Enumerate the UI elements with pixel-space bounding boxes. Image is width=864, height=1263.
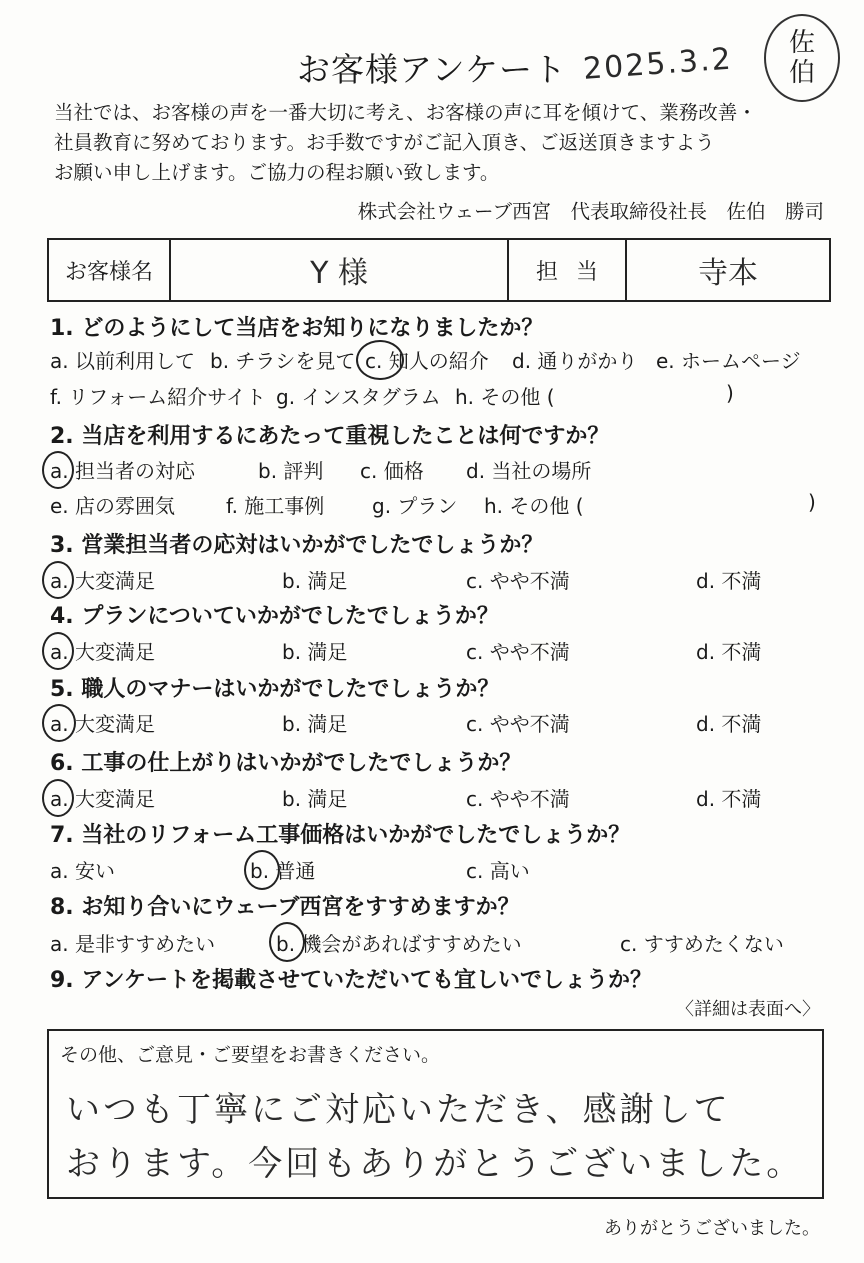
q3-option-c[interactable]: c. やや不満	[466, 569, 570, 593]
q4-option-c[interactable]: c. やや不満	[466, 640, 570, 664]
question-6: 6. 工事の仕上がりはいかがでしたでしょうか？	[50, 751, 522, 776]
q1-option-c[interactable]: c. 知人の紹介	[365, 349, 489, 373]
q2-option-b[interactable]: b. 評判	[258, 459, 324, 483]
q1-option-h-close: )	[726, 381, 734, 405]
question-3: 3. 営業担当者の応対はいかがでしたでしょうか？	[50, 533, 544, 558]
comment-label: その他、ご意見・ご要望をお書きください。	[60, 1044, 441, 1066]
q9-note: 〈詳細は表面へ〉	[676, 999, 820, 1020]
intro-text	[54, 98, 844, 188]
thank-you-footer: ありがとうございました。	[604, 1218, 820, 1239]
q3-option-b[interactable]: b. 満足	[282, 569, 348, 593]
staff-value[interactable]: 寺本	[698, 256, 758, 291]
q6-option-d[interactable]: d. 不満	[696, 787, 762, 811]
question-8: 8. お知り合いにウェーブ西宮をすすめますか？	[50, 895, 520, 920]
q2-option-h[interactable]: h. その他 (	[484, 494, 584, 518]
q1-option-b[interactable]: b. チラシを見て	[210, 349, 356, 373]
q1-option-e[interactable]: e. ホームページ	[656, 349, 801, 373]
q5-option-d[interactable]: d. 不満	[696, 712, 762, 736]
q1-option-g[interactable]: g. インスタグラム	[276, 385, 441, 409]
customer-info-table	[47, 238, 831, 302]
question-1: 1. どのようにして当店をお知りになりましたか？	[50, 316, 544, 341]
q5-option-c[interactable]: c. やや不満	[466, 712, 570, 736]
q1-option-a[interactable]: a. 以前利用して	[50, 349, 195, 373]
q5-option-b[interactable]: b. 満足	[282, 712, 348, 736]
q6-option-a[interactable]: a. 大変満足	[50, 787, 155, 811]
q4-option-d[interactable]: d. 不満	[696, 640, 762, 664]
q8-option-b[interactable]: b. 機会があればすすめたい	[276, 932, 522, 956]
q8-option-a[interactable]: a. 是非すすめたい	[50, 932, 216, 956]
question-2: 2. 当店を利用するにあたって重視したことは何ですか？	[50, 424, 610, 449]
handwritten-date: 2025.3.2	[582, 41, 734, 87]
comment-line-1: いつも丁寧にご対応いただき、感謝して	[66, 1090, 731, 1130]
q1-option-h[interactable]: h. その他 (	[455, 385, 555, 409]
q2-option-c[interactable]: c. 価格	[360, 459, 424, 483]
intro-line: 当社では、お客様の声を一番大切に考え、お客様の声に耳を傾けて、業務改善・	[54, 101, 757, 124]
q2-option-g[interactable]: g. プラン	[372, 494, 458, 518]
customer-name-label: お客様名	[49, 240, 171, 300]
comment-line-2: おります。今回もありがとうございました。	[66, 1144, 804, 1184]
question-5: 5. 職人のマナーはいかがでしたでしょうか？	[50, 677, 500, 702]
customer-name-value[interactable]: Y 様	[171, 240, 509, 300]
q2-option-f[interactable]: f. 施工事例	[226, 494, 325, 518]
seal-char-bottom: 伯	[788, 58, 815, 88]
intro-line: 社員教育に努めております。お手数ですがご記入頂き、ご返送頂きますよう	[54, 131, 715, 154]
q8-option-c[interactable]: c. すすめたくない	[620, 932, 784, 956]
question-7: 7. 当社のリフォーム工事価格はいかがでしたでしょうか？	[50, 823, 631, 848]
q3-option-a[interactable]: a. 大変満足	[50, 569, 155, 593]
q4-option-b[interactable]: b. 満足	[282, 640, 348, 664]
q1-option-f[interactable]: f. リフォーム紹介サイト	[50, 385, 266, 409]
q3-option-d[interactable]: d. 不満	[696, 569, 762, 593]
survey-title: お客様アンケート	[296, 50, 568, 89]
q5-option-a[interactable]: a. 大変満足	[50, 712, 155, 736]
q2-option-h-close: )	[808, 490, 816, 514]
q6-option-b[interactable]: b. 満足	[282, 787, 348, 811]
company-signature: 株式会社ウェーブ西宮 代表取締役社長 佐伯 勝司	[357, 200, 824, 223]
q7-option-b[interactable]: b. 普通	[250, 859, 316, 883]
q7-option-c[interactable]: c. 高い	[466, 859, 530, 883]
q2-option-a[interactable]: a. 担当者の対応	[50, 459, 195, 483]
q2-option-e[interactable]: e. 店の雰囲気	[50, 494, 176, 518]
seal-stamp	[764, 14, 840, 102]
intro-line: お願い申し上げます。ご協力の程お願い致します。	[54, 161, 500, 184]
question-9: 9. アンケートを掲載させていただいても宜しいでしょうか？	[50, 968, 653, 993]
q2-option-d[interactable]: d. 当社の場所	[466, 459, 592, 483]
question-4: 4. プランについていかがでしたでしょうか？	[50, 604, 499, 629]
seal-char-top: 佐	[788, 28, 815, 58]
q6-option-c[interactable]: c. やや不満	[466, 787, 570, 811]
staff-label: 担当	[509, 240, 627, 300]
q7-option-a[interactable]: a. 安い	[50, 859, 115, 883]
q1-option-d[interactable]: d. 通りがかり	[512, 349, 638, 373]
q4-option-a[interactable]: a. 大変満足	[50, 640, 155, 664]
